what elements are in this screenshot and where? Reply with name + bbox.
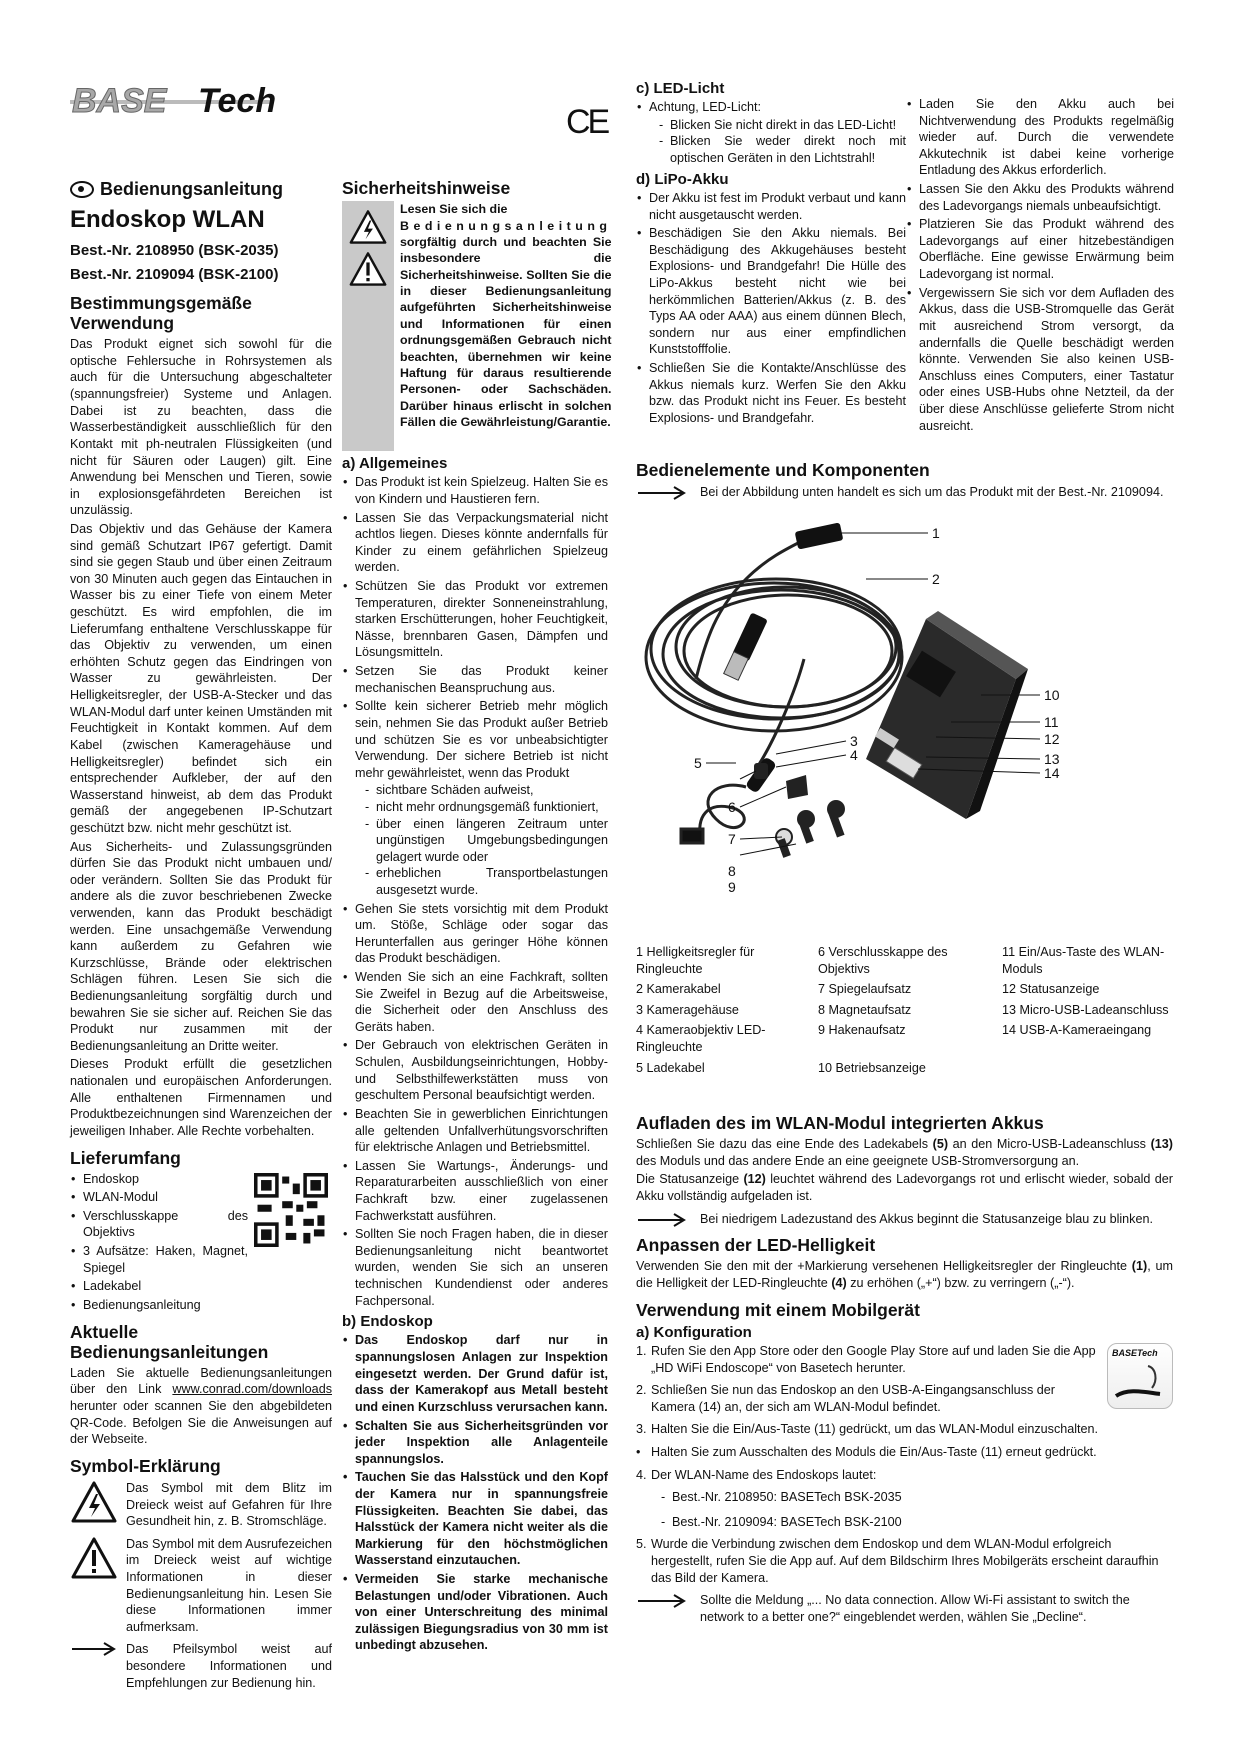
components-legend: [636, 944, 1176, 1076]
list-item: [636, 1444, 1173, 1461]
list-item: • Vermeiden Sie starke mechanische Belastungen und/oder Vibrationen. Auch von einer Unterschreitung des minimal zulässigen Biegungsradius von 30 mm ist unbedingt abzusehen.: [342, 1571, 608, 1654]
heading-scope: Lieferumfang: [70, 1147, 181, 1168]
order-number-2: Best.-Nr. 2109094 (BSK-2100): [70, 266, 279, 284]
product-illustration: [636, 519, 1176, 935]
heading-led: c) LED-Licht: [636, 80, 725, 97]
step-text: Schließen Sie nun das Endoskop an den USB-A-Eingangsanschluss der Kamera (14) an, der sich am WLAN-Modul befindet.: [651, 1383, 1055, 1414]
heading-led-brightness: Anpassen der LED-Helligkeit: [636, 1235, 876, 1256]
attachments: [754, 763, 845, 858]
list-item: • Der Akku ist fest im Produkt verbaut und kann nicht ausgetauscht werden.: [636, 190, 906, 223]
legend-item: [636, 1022, 818, 1055]
product-title: Endoskop WLAN: [70, 205, 265, 233]
step-text: Halten Sie zum Ausschalten des Moduls die Ein/Aus-Taste (11) erneut gedrückt.: [651, 1444, 1097, 1459]
legend-item: [1002, 944, 1176, 977]
column-lipo-cont: [906, 96, 1174, 436]
charge-text: Die Statusanzeige: [636, 1172, 744, 1187]
legend-number: 1: [636, 945, 644, 959]
column-operation: [636, 1113, 1173, 1631]
general-list: [342, 474, 608, 1309]
list-item: • Beachten Sie in gewerblichen Einrichtungen alle geltenden Unfallverhütungsvorschriften für elektrische Anlagen und Betriebsmittel.: [342, 1106, 608, 1156]
brightness-regulator: [795, 522, 844, 549]
manual-label-text: Bedienungsanleitung: [100, 179, 284, 199]
list-item: • Setzen Sie das Produkt keiner mechanischen Beanspruchung aus.: [342, 663, 608, 696]
list-item: • Tauchen Sie das Halsstück und den Kopf der Kamera nur in spannungsfreie Flüssigkeiten. Beachten Sie dabei, das Halsstück der Kamera nicht weiter als die Markierung für den höchstmöglichen Wasserstand einzutauchen.: [342, 1469, 608, 1569]
safety-warning-text: [400, 201, 611, 451]
list-item: • Bedienungsanleitung: [70, 1297, 332, 1314]
lipo-list: [636, 190, 906, 427]
final-note: [636, 1592, 1173, 1625]
list-item: • Das Produkt ist kein Spielzeug. Halten Sie es von Kindern und Haustieren fern.: [342, 474, 608, 507]
arrow-right-icon: [70, 1641, 118, 1657]
list-item: - Blicken Sie nicht direkt in das LED-Licht!: [659, 117, 906, 134]
brand-logo: [70, 80, 400, 127]
legend-item: [636, 944, 818, 977]
eye-icon: [70, 181, 94, 198]
legend-label: Helligkeitsregler für Ringleuchte: [636, 945, 755, 976]
legend-number: 7: [818, 982, 826, 997]
lightning-warning-icon: [348, 209, 388, 245]
step-text: Der WLAN-Name des Endoskops lautet:: [651, 1467, 877, 1482]
column-led-lipo: [636, 80, 906, 428]
legend-number: 8: [818, 1002, 826, 1017]
callout-1: 1: [932, 525, 940, 541]
symbol-lightning-text: Das Symbol mit dem Blitz im Dreieck weist auf Gefahren für Ihre Gesundheit hin, z. B. Stromschläge.: [126, 1480, 332, 1529]
heading-general: a) Allgemeines: [342, 455, 448, 473]
legend-item: [818, 981, 1002, 998]
legend-label: Betriebsanzeige: [835, 1060, 926, 1075]
legend-number: 2: [636, 982, 644, 997]
step-number: •: [636, 1444, 641, 1459]
legend-item: [636, 1060, 818, 1077]
charging-paragraph-2: [636, 1171, 1173, 1204]
list-item: • Sollten Sie noch Fragen haben, die in dieser Bedienungsanleitung nicht beantwortet wurden, wenden Sie sich an unseren technischen Kundendienst oder anderes Fachpersonal.: [342, 1226, 608, 1309]
components-note-text: Bei der Abbildung unten handelt es sich um das Produkt mit der Best.-Nr. 2109094.: [700, 485, 1164, 500]
config-steps: [636, 1343, 1173, 1586]
manual-label: [70, 178, 332, 202]
led-list: [636, 99, 906, 166]
warning-icon-strip: [342, 201, 394, 451]
ce-mark: CE: [566, 103, 608, 141]
list-item: [636, 1536, 1173, 1586]
heading-safety: Sicherheitshinweise: [342, 178, 511, 198]
list-item: • Ladekabel: [70, 1278, 332, 1295]
legend-number: 13: [1002, 1002, 1017, 1017]
charging-note-text: Bei niedrigem Ladezustand des Akkus beginnt die Statusanzeige blau zu blinken.: [700, 1211, 1153, 1226]
callout-13: 13: [1044, 751, 1060, 767]
step-number: 4.: [636, 1467, 647, 1482]
heading-intended-use: Bestimmungsgemäße Verwendung: [70, 293, 252, 334]
legend-item: [1002, 1022, 1176, 1055]
list-item: • Laden Sie den Akku auch bei Nichtverwendung des Produkts regelmäßig wieder auf. Durch die verwendete Akkutechnik ist dabei keine vorherige Entladung des Akkus erforderlich.: [906, 96, 1174, 179]
list-item: • Gehen Sie stets vorsichtig mit dem Produkt um. Stöße, Schläge oder sogar das Herunterfallen aus geringer Höhe können das Produkt beschädigen.: [342, 901, 608, 967]
legend-item: [636, 981, 818, 998]
use-paragraph-4: Dieses Produkt erfüllt die gesetzlichen nationalen und europäischen Anforderungen. Alle enthaltenen Firmennamen und Produktbezeichnungen sind Warenzeichen der jeweiligen Inhaber. Alle Rechte vorbehalten.: [70, 1057, 332, 1138]
callout-4: 4: [850, 747, 858, 763]
list-item: - über einen längeren Zeitraum unter ungünstigen Umgebungsbedingungen gelagert wurde oder: [365, 816, 608, 866]
callout-7: 7: [728, 831, 736, 847]
step-text: Rufen Sie den App Store oder den Google Play Store auf und laden Sie die App „HD WiFi Endoscope“ von Basetech herunter.: [651, 1343, 1096, 1375]
list-item: • Endoskop: [70, 1171, 332, 1188]
app-icon-text: BASETech: [1112, 1347, 1158, 1358]
list-item: • Schützen Sie das Produkt vor extremen Temperaturen, direkter Sonneneinstrahlung, starken Erschütterungen, hoher Feuchtigkeit, Nässe, brennbaren Gasen, Dämpfen und Lösungsmitteln.: [342, 578, 608, 661]
arrow-right-icon: [636, 1594, 688, 1608]
legend-item: [1002, 981, 1176, 998]
list-item: • Der Gebrauch von elektrischen Geräten in Schulen, Ausbildungseinrichtungen, Hobby- und Selbsthilfewerkstätten muss von geschultem Personal beaufsichtigt werden.: [342, 1037, 608, 1103]
list-item: • Lassen Sie Wartungs-, Änderungs- und Reparaturarbeiten ausschließlich von einer Fachkraft bzw. einer zugelassenen Fachwerkstatt ausführen.: [342, 1158, 608, 1224]
list-item: • Verschlusskappe des Objektivs: [70, 1208, 332, 1241]
ref-1: (1): [1131, 1259, 1148, 1274]
components-header: [636, 460, 1176, 501]
legend-item: [818, 944, 1002, 977]
legend-item: [1002, 1002, 1176, 1019]
unsafe-text: Sollte kein sicherer Betrieb mehr möglich sein, nehmen Sie das Produkt außer Betrieb und schützen Sie es vor unbeabsichtigter Verwendung. Der sichere Betrieb ist nicht mehr gewährleistet, wenn das Produkt: [355, 699, 608, 780]
legend-number: 9: [818, 1023, 826, 1038]
charging-note: [636, 1211, 1173, 1228]
use-paragraph-3: Aus Sicherheits- und Zulassungsgründen dürfen Sie das Produkt nicht umbauen und/ oder verändern. Sollten Sie das Produkt für andere als die zuvor beschriebenen Zwecke verwenden, kann das Produkt beschädigt werden. Eine unsachgemäße Verwendung kann außerdem zu Gefahren wie Kurzschlüsse, Brände oder elektrischen Schlägen führen. Lesen Sie sich die Bedienungsanleitung sorgfältig durch und bewahren Sie sie sicher auf. Reichen Sie das Produkt nur zusammen mit der Bedienungsanleitung an Dritte weiter.: [70, 839, 332, 1053]
charge-text: leuchtet während des Ladevorgangs rot und erlischt wieder, sobald der Akku vollständig aufgeladen ist.: [636, 1172, 1173, 1203]
legend-item: [818, 1002, 1002, 1019]
list-item: • Vergewissern Sie sich vor dem Aufladen des Akkus, dass die USB-Stromquelle das Gerät mit ausreichend Strom versorgt, da andernfalls die Quelle beschädigt werden könnte. Verwenden Sie also keinen USB-Anschluss eines Computers, einer Tastatur oder eines USB-Hubs ohne Netzteil, da der über diese Anschlüsse gelieferte Strom nicht ausreicht.: [906, 285, 1174, 434]
led-sublist: [659, 117, 906, 167]
list-item: [636, 1343, 1173, 1376]
legend-label: Magnetaufsatz: [828, 1002, 912, 1017]
legend-label: USB-A-Kameraeingang: [1019, 1023, 1152, 1038]
step-text: Halten Sie die Ein/Aus-Taste (11) gedrückt, um das WLAN-Modul einzuschalten.: [651, 1422, 1099, 1437]
legend-number: 4: [636, 1023, 644, 1038]
led-brightness-paragraph: [636, 1258, 1173, 1291]
arrow-right-icon: [636, 486, 688, 500]
legend-number: 11: [1002, 945, 1016, 959]
heading-symbols: Symbol-Erklärung: [70, 1455, 221, 1476]
charge-text: des Moduls und das andere Ende an eine geeignete USB-Stromversorgung an.: [636, 1153, 1080, 1168]
heading-endoscope: b) Endoskop: [342, 1313, 433, 1331]
legend-number: 14: [1002, 1023, 1017, 1038]
list-item: • Das Endoskop darf nur in spannungslosen Anlagen zur Inspektion eingesetzt werden. Der Grund dafür ist, dass der Kamerakopf aus Metall besteht und einen Kurzschluss verursachen kann.: [342, 1332, 608, 1415]
list-item: • WLAN-Modul: [70, 1189, 332, 1206]
list-item: • 3 Aufsätze: Haken, Magnet, Spiegel: [70, 1243, 332, 1276]
legend-label: Micro-USB-Ladeanschluss: [1019, 1002, 1169, 1017]
symbol-arrow-text: Das Pfeilsymbol weist auf besondere Informationen und Empfehlungen zur Bedienung hin.: [126, 1642, 332, 1690]
legend-label: Spiegelaufsatz: [828, 982, 912, 997]
legend-label: Verschlusskappe des Objektivs: [818, 945, 948, 976]
column-intro: [70, 178, 332, 1697]
legend-label: Hakenaufsatz: [828, 1023, 906, 1038]
legend-label: Kameraobjektiv LED-Ringleuchte: [636, 1023, 766, 1055]
list-item: [636, 1382, 1173, 1415]
column-safety: [342, 178, 612, 1656]
basetech-logo: [70, 80, 400, 122]
svg-text:Tech: Tech: [198, 82, 277, 120]
heading-configuration: a) Konfiguration: [636, 1323, 752, 1341]
callout-9: 9: [728, 879, 736, 895]
callout-5: 5: [694, 755, 702, 771]
legend-number: 5: [636, 1060, 644, 1075]
step-number: 5.: [636, 1537, 647, 1552]
ref-5: (5): [932, 1137, 949, 1152]
current-manuals-text: [70, 1365, 332, 1448]
exclamation-warning-icon: [348, 251, 388, 287]
legend-label: Statusanzeige: [1019, 982, 1100, 997]
safety-warning-box: [342, 201, 612, 451]
led-text: , um die Helligkeit der LED-Ringleuchte: [636, 1259, 1173, 1290]
downloads-link[interactable]: www.conrad.com/downloads: [172, 1382, 332, 1397]
callout-3: 3: [850, 733, 858, 749]
led-text: zu erhöhen („+“) bzw. zu verringern („-“).: [846, 1275, 1075, 1290]
lipo-list-continued: [906, 96, 1174, 434]
callout-2: 2: [932, 571, 940, 587]
list-item: • Beschädigen Sie den Akku niemals. Bei Beschädigung des Akkugehäuses besteht Explosions- und Brandgefahr! Die Hülle des LiPo-Akkus besteht nicht wie bei herkömmlichen Batterien/Akkus (z. B. des Typs AA oder AAA) aus einem dünnen Blech, sondern nur aus einer empfindlichen Kunststofffolie.: [636, 225, 906, 358]
legend-number: 10: [818, 1060, 833, 1075]
symbol-exclamation-text: Das Symbol mit dem Ausrufezeichen im Dreieck weist auf wichtige Informationen in dieser Bedienungsanleitung hin. Lesen Sie diese Informationen immer aufmerksam.: [126, 1536, 332, 1634]
callout-11: 11: [1044, 714, 1059, 730]
list-item: [342, 698, 608, 898]
callout-8: 8: [728, 863, 736, 879]
order-number-1: Best.-Nr. 2108950 (BSK-2035): [70, 242, 279, 260]
callout-12: 12: [1044, 731, 1060, 747]
final-note-text: Sollte die Meldung „... No data connection. Allow Wi-Fi assistant to switch the network to a better one?“ eingeblendet werden, wählen Sie „Decline“.: [700, 1593, 1130, 1624]
charging-paragraph-1: [636, 1136, 1173, 1169]
usb-plug: [724, 612, 768, 680]
list-item: - Blicken Sie weder direkt noch mit optischen Geräten in den Lichtstrahl!: [659, 133, 906, 166]
wlan-name-list: [661, 1489, 1173, 1530]
lightning-warning-icon: [70, 1480, 118, 1524]
list-item: • Schalten Sie aus Sicherheitsgründen vor jeder Inspektion alle Anlagenteile spannungslos.: [342, 1418, 608, 1468]
list-item: - sichtbare Schäden aufweist,: [365, 782, 608, 799]
step-number: 2.: [636, 1383, 647, 1398]
warning-line-2: Bedienungsanleitung: [400, 218, 612, 233]
legend-item: [818, 1060, 1002, 1077]
list-item: • Schließen Sie die Kontakte/Anschlüsse des Akkus niemals kurz. Werfen Sie den Akku bzw. das Produkt nicht ins Feuer. Es besteht Explosions- und Brandgefahr.: [636, 360, 906, 426]
list-item: - nicht mehr ordnungsgemäß funktioniert,: [365, 799, 608, 816]
cable-coil: [646, 539, 902, 769]
list-item: [636, 1421, 1173, 1438]
use-paragraph-2: Das Objektiv und das Gehäuse der Kamera sind gemäß Schutzart IP67 gefertigt. Damit sind sie gegen Staub und über einen Zeitraum von 30 Minuten auch gegen das Eintauchen in Wasser bis zu einer Tiefe von einem Meter geschützt. Es wird empfohlen, die im Lieferumfang enthaltene Verschlusskappe für das Objektiv zu verwenden, um einen erhöhten Schutz gegen das Eindringen von Wasser zu gewährleisten. Der Helligkeitsregler, der USB-A-Stecker und das WLAN-Modul darf unter keinen Umständen mit Feuchtigkeit in Kontakt kommen. Auf dem Kabel (zwischen Kameragehäuse und Helligkeitsregler) befindet sich ein entsprechender Aufkleber, der auf den Wasserstand hinweist, ab dem das Produkt gemäß der angegebenen IP-Schutzart geschützt bzw. nicht mehr geschützt ist.: [70, 521, 332, 835]
ref-4: (4): [831, 1275, 847, 1290]
current-post: herunter oder scannen Sie den abgebildeten QR-Code. Befolgen Sie die Anweisungen auf der Webseite.: [70, 1398, 332, 1447]
warning-line-1: Lesen Sie sich die: [400, 202, 508, 217]
list-item: • Wenden Sie sich an eine Fachkraft, sollten Sie Zweifel in Bezug auf die Arbeitsweise, die Sicherheit oder den Anschluss des Geräts haben.: [342, 969, 608, 1035]
current-pre: Laden Sie aktuelle Bedienungsanleitungen über den Link: [70, 1365, 332, 1397]
led-item-text: Achtung, LED-Licht:: [649, 100, 762, 115]
components-note: [636, 484, 1176, 501]
use-paragraph-1: Das Produkt eignet sich sowohl für die optische Fehlersuche in Rohrsystemen als auch für die Untersuchung abgeschalteter (spannungsfreier) Systeme und Anlagen. Dabei ist zu beachten, dass die Wasserbeständigkeit ausschließlich für den Kontakt mit ph-neutralen Flüssigkeiten (und nicht für Säuren oder Laugen) gilt. Eine Anwendung bei Menschen und Tieren, sowie in explosionsgefährdeten Bereichen ist unzulässig.: [70, 337, 332, 518]
symbol-lightning-row: [70, 1480, 332, 1532]
legend-number: 6: [818, 945, 826, 959]
charging-cable: [681, 785, 746, 843]
charge-text: Schließen Sie dazu das eine Ende des Ladekabels: [636, 1137, 933, 1152]
step-number: 3.: [636, 1422, 647, 1437]
heading-charging: Aufladen des im WLAN-Modul integrierten Akkus: [636, 1113, 1044, 1133]
endoscope-list: [342, 1332, 608, 1654]
list-item: • Platzieren Sie das Produkt während des Ladevorgangs auf einer hitzebeständigen Oberfläche. Eine gewisse Erwärmung beim Ladevorgang ist normal.: [906, 216, 1174, 282]
legend-number: 12: [1002, 982, 1017, 997]
warning-rest: sorgfältig durch und beachten Sie insbesondere die Sicherheitshinweise. Sollten Sie die in dieser Bedienungsanleitung aufgeführten Sicherheitshinweise und Informationen für einen ordnungsgemäßen Gebrauch nicht beachten, übernehmen wir keine Haftung für daraus resultierende Personen- oder Sachschäden. Darüber hinaus erlischt in solchen Fällen die Gewährleistung/Garantie.: [400, 234, 612, 429]
list-item: [636, 99, 906, 166]
legend-label: Ein/Aus-Taste des WLAN-Moduls: [1002, 945, 1165, 976]
list-item: • Lassen Sie den Akku des Produkts während des Ladevorgangs niemals unbeaufsichtigt.: [906, 181, 1174, 214]
legend-number: 3: [636, 1002, 644, 1017]
svg-text:BASE: BASE: [72, 82, 167, 120]
legend-label: Ladekabel: [646, 1060, 705, 1075]
unsafe-sublist: [365, 782, 608, 898]
list-item: - Best.-Nr. 2109094: BASETech BSK-2100: [661, 1514, 1173, 1531]
ref-13: (13): [1150, 1137, 1173, 1152]
callout-14: 14: [1044, 765, 1060, 781]
ref-12: (12): [743, 1172, 766, 1187]
step-number: 1.: [636, 1343, 647, 1358]
list-item: [636, 1467, 1173, 1531]
legend-item: [636, 1002, 818, 1019]
heading-components: Bedienelemente und Komponenten: [636, 460, 930, 480]
heading-current-manuals: Aktuelle Bedienungsanleitungen: [70, 1321, 269, 1362]
symbol-arrow-row: [70, 1641, 332, 1693]
legend-label: Kamerakabel: [646, 982, 721, 997]
list-item: • Lassen Sie das Verpackungsmaterial nicht achtlos liegen. Dieses könnte andernfalls für Kinder zu einem gefährlichen Spielzeug werden.: [342, 510, 608, 576]
led-text: Verwenden Sie den mit der +Markierung versehenen Helligkeitsregler der Ringleuchte: [636, 1259, 1132, 1274]
heading-mobile: Verwendung mit einem Mobilgerät: [636, 1299, 920, 1320]
charge-text: an den Micro-USB-Ladeanschluss: [948, 1137, 1151, 1152]
list-item: - erheblichen Transportbelastungen ausgesetzt wurde.: [365, 865, 608, 898]
legend-item: [818, 1022, 1002, 1055]
arrow-right-icon: [636, 1213, 688, 1227]
step-text: Wurde die Verbindung zwischen dem Endoskop und dem WLAN-Modul erfolgreich hergestellt, rufen Sie die App auf. Auf dem Bildschirm Ihres Mobilgeräts erscheint daraufhin das Bild der Kamera.: [651, 1537, 1159, 1585]
exclamation-warning-icon: [70, 1536, 118, 1580]
callout-10: 10: [1044, 687, 1060, 703]
list-item: - Best.-Nr. 2108950: BASETech BSK-2035: [661, 1489, 1173, 1506]
legend-label: Kameragehäuse: [646, 1002, 739, 1017]
callout-6: 6: [728, 799, 736, 815]
symbol-exclamation-row: [70, 1536, 332, 1638]
heading-lipo: d) LiPo-Akku: [636, 170, 729, 188]
